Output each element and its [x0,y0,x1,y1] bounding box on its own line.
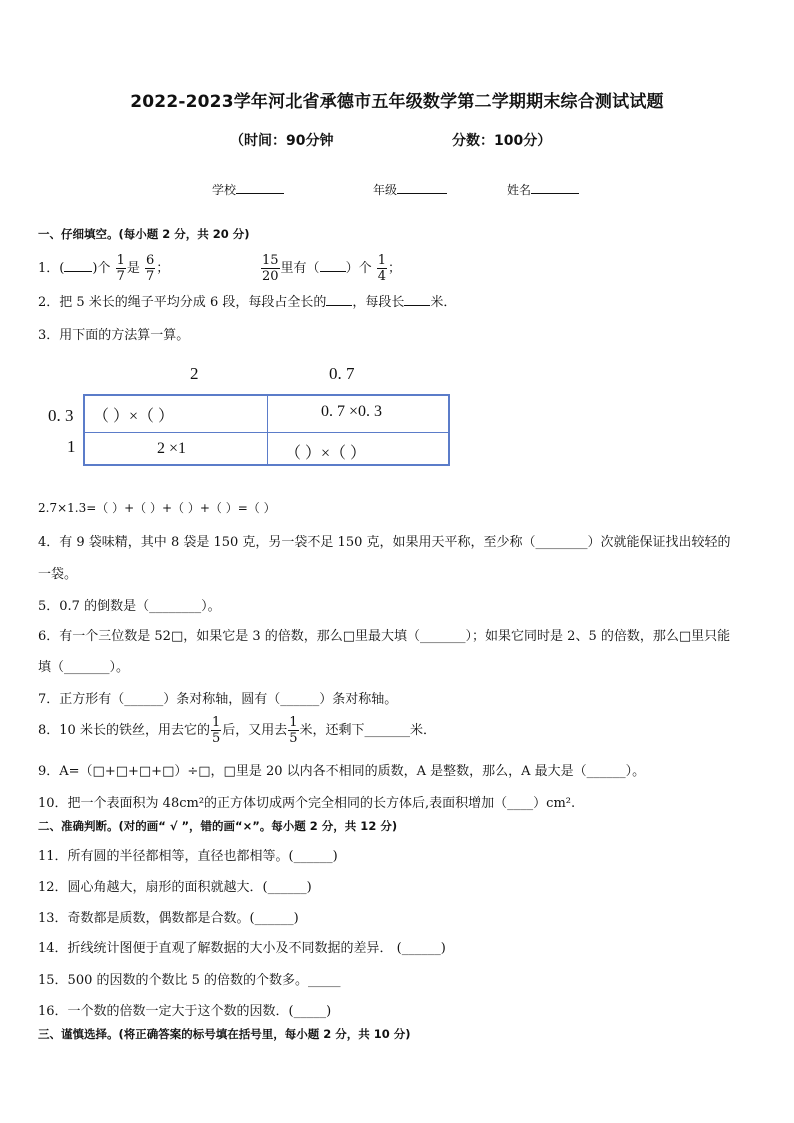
question-2: 2．把 5 米长的绳子平均分成 6 段，每段占全长的 ，每段长 米． [38,295,457,310]
answer-blank[interactable] [326,305,352,306]
section-heading-judge: 二、准确判断。(对的画“ √ ”，错的画“×”。每小题 2 分，共 12 分) [38,819,398,833]
fraction: $\frac{1}{7}$ [116,253,125,284]
answer-blank[interactable] [404,305,430,306]
row-label: 1 [67,437,76,456]
question-1-part-2: $\frac{15}{20}$ 里有（ ）个 $\frac{1}{4}$ ； [262,253,402,284]
fraction: $\frac{6}{7}$ [146,253,155,284]
question-6-line-2: 填（_______）。 [38,660,130,675]
section-heading-choice: 三、谨慎选择。(将正确答案的标号填在括号里，每小题 2 分，共 10 分) [38,1027,411,1041]
grade-label: 年级 [373,183,398,197]
col-label: 0. 7 [329,364,355,383]
question-3: 3．用下面的方法算一算。 [38,328,190,343]
table-cell: 2 ×1 [157,440,187,457]
judge-item: 13．奇数都是质数，偶数都是合数。(______) [38,911,299,926]
grade-blank[interactable] [397,193,447,194]
area-model-table [83,394,450,466]
school-field[interactable] [212,181,284,198]
school-blank[interactable] [236,193,284,194]
judge-item: 15．500 的因数的个数比 5 的倍数的个数多。_____ [38,973,341,988]
divider [267,396,268,464]
fraction: $\frac{1}{5}$ [289,715,298,746]
table-cell[interactable]: （ ）×（ ） [93,408,175,425]
judge-item: 14．折线统计图便于直观了解数据的大小及不同数据的差异． (______) [38,941,446,956]
judge-item: 11．所有圆的半径都相等，直径也都相等。(______) [38,849,338,864]
name-blank[interactable] [531,193,579,194]
fraction: $\frac{1}{5}$ [211,715,221,746]
col-label: 2 [190,364,199,383]
fraction: $\frac{1}{4}$ [377,253,386,284]
judge-item: 16．一个数的倍数一定大于这个数的因数．(_____) [38,1004,332,1019]
page-title: 2022-2023学年河北省承德市五年级数学第二学期期末综合测试试题 [130,92,664,112]
question-4-line-2: 一袋。 [38,567,78,582]
answer-blank[interactable] [64,271,92,272]
exam-time: （时间：90分钟 [230,133,334,149]
grade-field[interactable] [373,181,447,198]
answer-blank[interactable] [320,271,346,272]
section-heading-fill: 一、仔细填空。(每小题 2 分，共 20 分) [38,227,250,241]
judge-item: 12．圆心角越大，扇形的面积就越大．(______) [38,880,312,895]
divider [85,432,448,433]
question-7: 7．正方形有（______）条对称轴，圆有（______）条对称轴。 [38,692,398,707]
school-label: 学校 [212,183,237,197]
question-3-formula: 2.7×1.3=（ ）+（ ）+（ ）+（ ）=（ ） [38,501,276,515]
question-9: 9．A=（□+□+□+□）÷□，□里是 20 以内各不相同的质数，A 是整数，那么，A 最大是（______）。 [38,764,646,779]
question-6-line-1: 6．有一个三位数是 52□，如果它是 3 的倍数，那么□里最大填（_______）；如果它同时是 2、5 的倍数，那么□里只能 [38,629,731,644]
question-8: 8．10 米长的铁丝，用去它的 $\frac{1}{5}$ 后，又用去 $\frac{1}{5}$ 米，还剩下_______米． [38,715,437,746]
table-cell: 0. 7 ×0. 3 [321,403,383,420]
table-cell[interactable]: （ ）×（ ） [285,445,367,462]
fraction: $\frac{15}{20}$ [262,253,279,284]
name-label: 姓名 [507,183,532,197]
row-label: 0. 3 [48,406,74,425]
question-5: 5．0.7 的倒数是（________）。 [38,599,221,614]
question-4-line-1: 4．有 9 袋味精，其中 8 袋是 150 克，另一袋不足 150 克，如果用天平称，至少称（________）次就能保证找出较轻的 [38,535,731,550]
question-1: 1．( )个 $\frac{1}{7}$ 是 $\frac{6}{7}$ ； [38,253,170,284]
exam-score: 分数：100分） [452,133,552,149]
question-10: 10．把一个表面积为 48cm²的正方体切成两个完全相同的长方体后,表面积增加（____）cm². [38,796,576,811]
name-field[interactable] [507,181,579,198]
